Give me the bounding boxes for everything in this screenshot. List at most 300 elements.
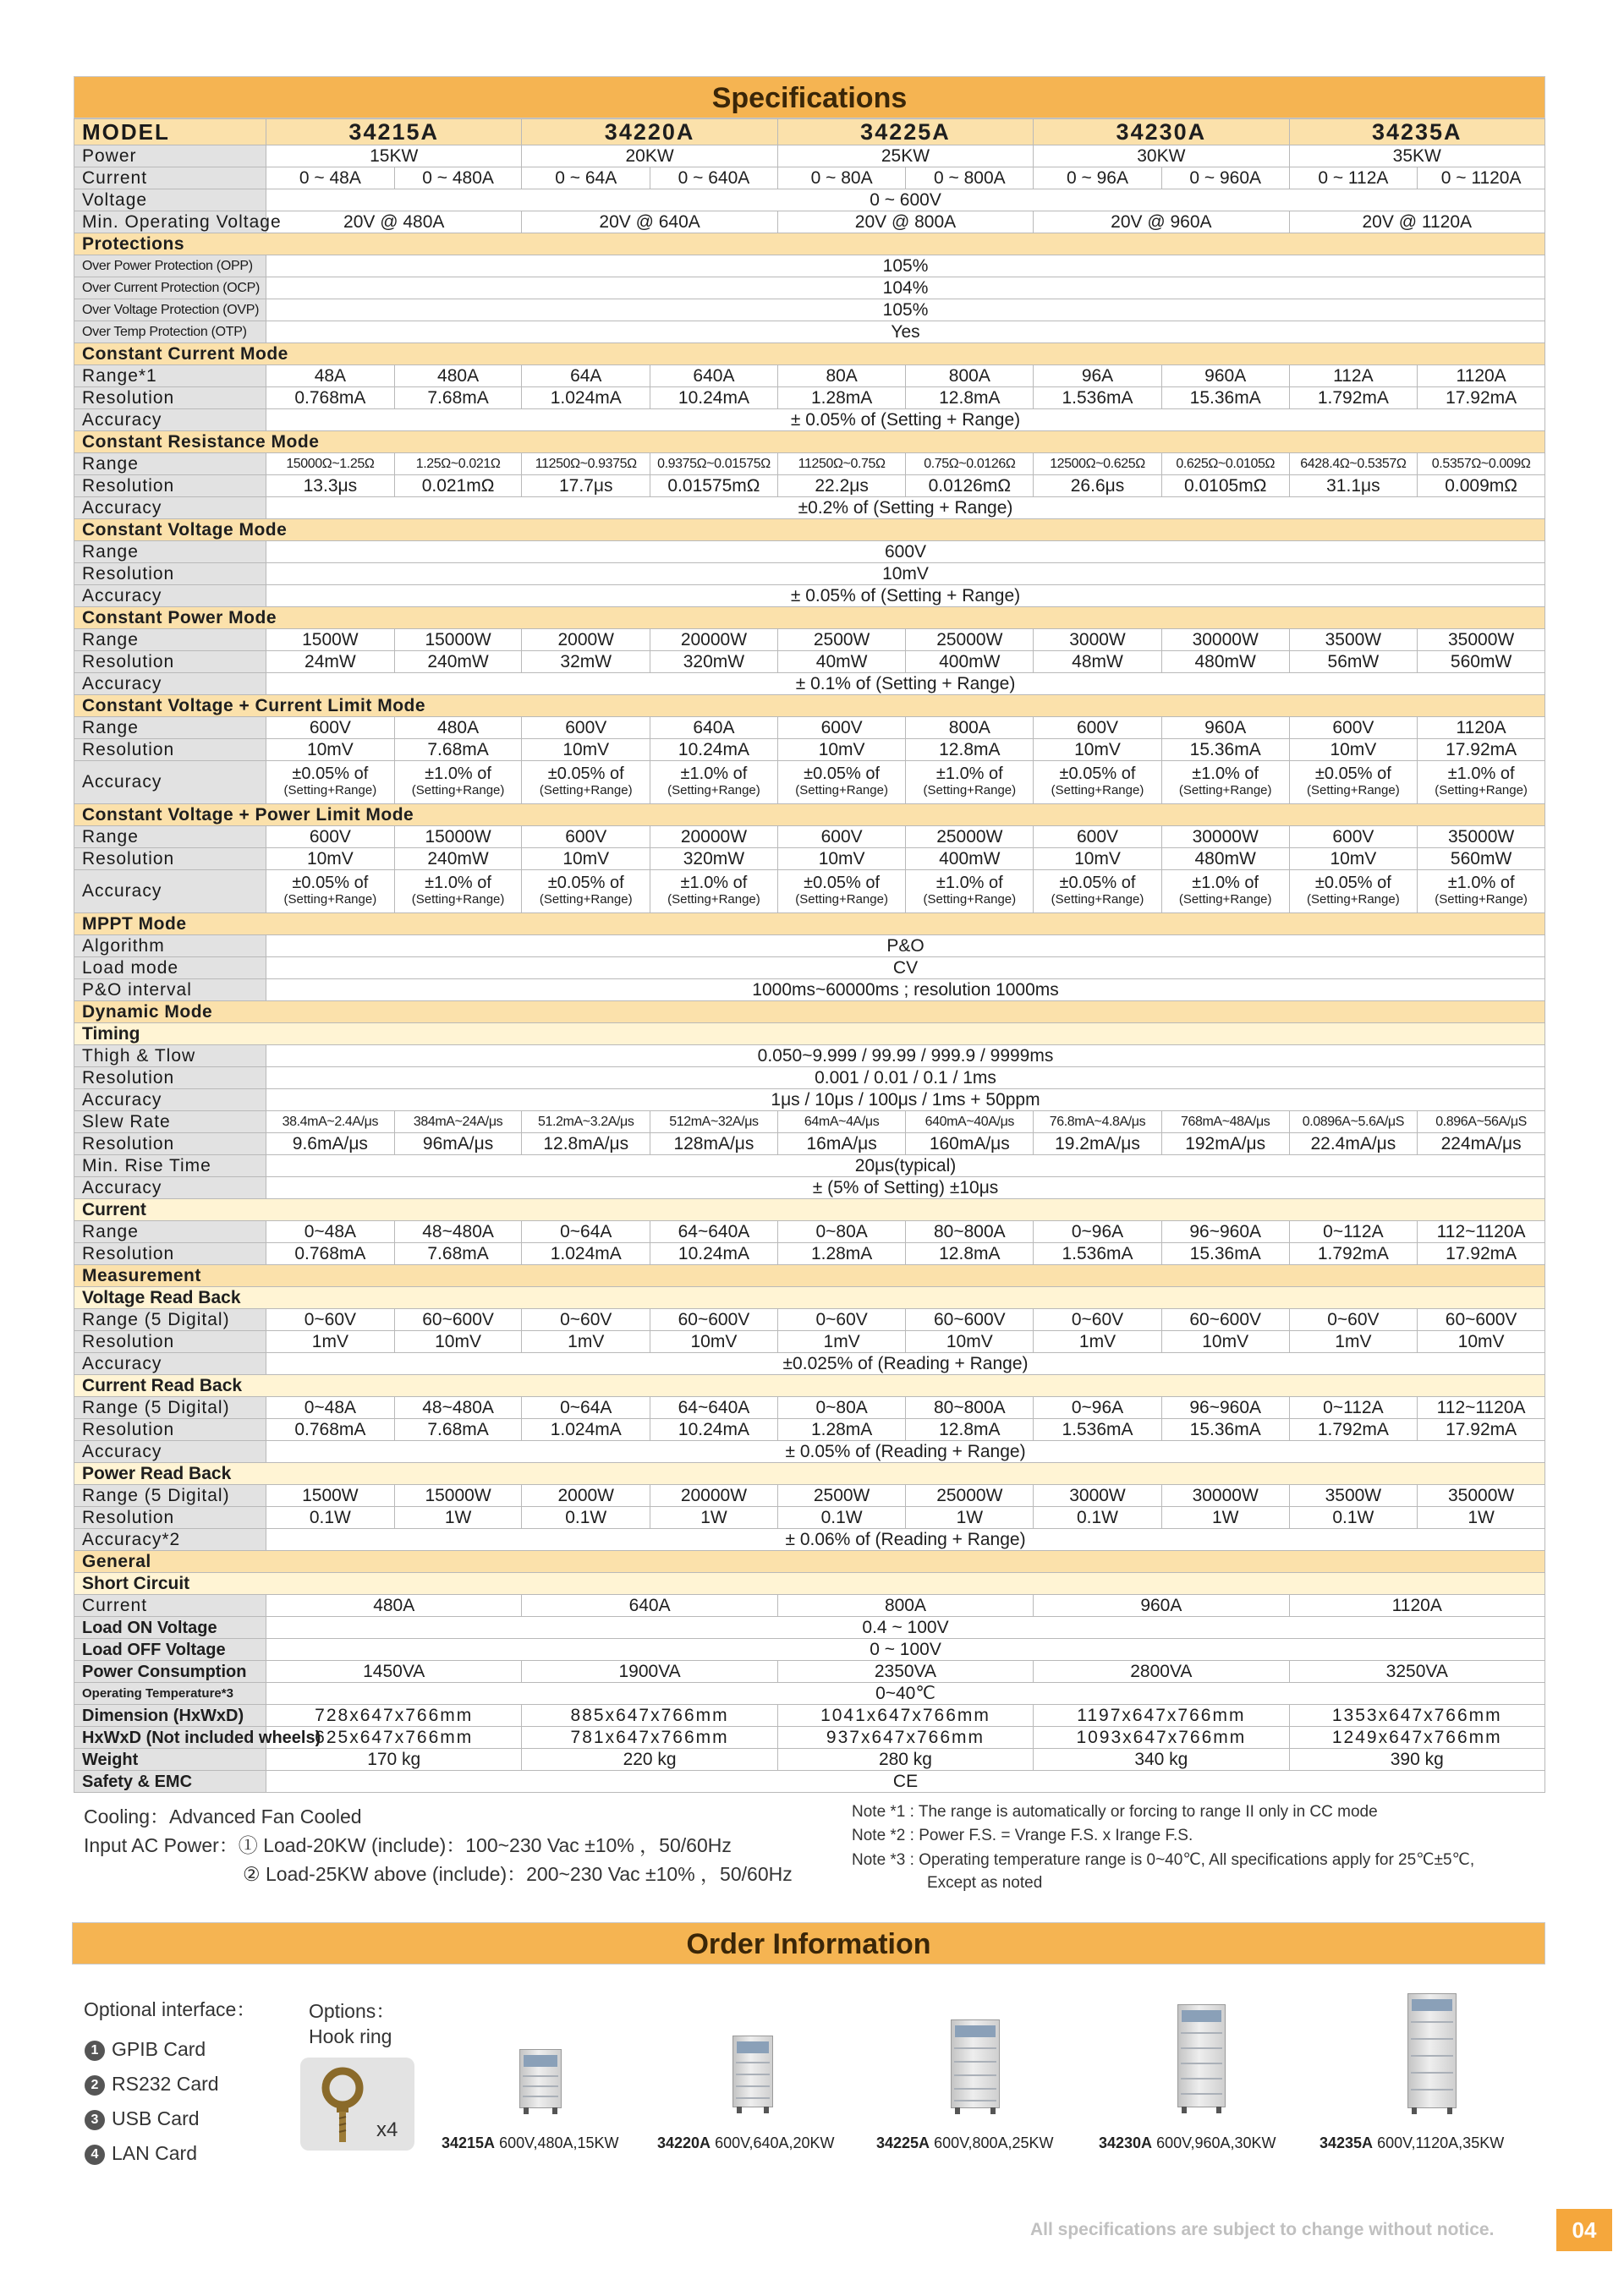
model-header-row: [74, 119, 1545, 145]
section-title: Power Read Back: [74, 1463, 1545, 1485]
spec-value-cell: 10mV: [777, 848, 906, 870]
spec-value-cell: 1120A: [1418, 717, 1545, 739]
spec-value-cell: 2500W: [777, 629, 906, 651]
spec-value-cell: 937x647x766mm: [777, 1727, 1033, 1749]
spec-row-accuracy-2: [74, 1529, 1545, 1551]
row-label: Accuracy: [74, 497, 266, 519]
spec-value-cell: 10.24mA: [650, 387, 778, 409]
spec-value-cell: 1.536mA: [1034, 1243, 1162, 1265]
spec-row-load-mode: [74, 957, 1545, 979]
accuracy-value: ±1.0% of: [425, 874, 491, 892]
notes-area: [74, 1783, 1545, 1901]
spec-value-cell: 768mA~48A/μs: [1161, 1111, 1289, 1133]
specifications-table: [74, 118, 1545, 1793]
spec-value-cell: 625x647x766mm: [266, 1727, 522, 1749]
spec-value-cell: 12.8mA: [906, 739, 1034, 761]
product-caption-34215a: [442, 2134, 619, 2152]
spec-value-cell: 48mW: [1034, 651, 1162, 673]
spec-value-cell: [522, 870, 650, 913]
spec-value-cell: P&O: [266, 935, 1545, 957]
section-title: Short Circuit: [74, 1573, 1545, 1595]
accuracy-basis: (Setting+Range): [1435, 892, 1528, 907]
model-name-cell: 34230A: [1034, 119, 1289, 145]
cooling-text: Cooling：Advanced Fan Cooled: [84, 1806, 362, 1827]
spec-row-voltage: [74, 189, 1545, 211]
spec-value-cell: 224mA/μs: [1418, 1133, 1545, 1155]
section-header-constant-resistance-mode: [74, 431, 1545, 453]
spec-value-cell: 0.050~9.999 / 99.99 / 999.9 / 9999ms: [266, 1045, 1545, 1067]
spec-value-cell: 10mV: [394, 1331, 522, 1353]
spec-value-cell: 1W: [1418, 1507, 1545, 1529]
spec-row-hxwxd-not-included-wheels: [74, 1727, 1545, 1749]
note-3: Note *3 : Operating temperature range is 0~40℃, All specifications apply for 25℃±5℃,: [852, 1851, 1475, 1869]
section-title: MPPT Mode: [74, 913, 1545, 935]
section-header-dynamic-mode: [74, 1001, 1545, 1023]
spec-value-cell: 0.001 / 0.01 / 0.1 / 1ms: [266, 1067, 1545, 1089]
accuracy-basis: (Setting+Range): [795, 892, 888, 907]
spec-value-cell: 640mA~40A/μs: [906, 1111, 1034, 1133]
model-name-cell: 34235A: [1289, 119, 1544, 145]
interface-card-label: RS232 Card: [112, 2073, 219, 2095]
spec-value-cell: ±0.025% of (Reading + Range): [266, 1353, 1545, 1375]
row-label: HxWxD (Not included wheels): [74, 1727, 266, 1749]
section-header-power-read-back: [74, 1463, 1545, 1485]
spec-value-cell: 1.25Ω~0.021Ω: [394, 453, 522, 475]
section-title: Constant Voltage + Power Limit Mode: [74, 804, 1545, 826]
spec-value-cell: 48~480A: [394, 1397, 522, 1419]
spec-value-cell: 60~600V: [1418, 1309, 1545, 1331]
spec-row-range: [74, 826, 1545, 848]
row-label: Range: [74, 453, 266, 475]
accuracy-value: ±0.05% of: [292, 764, 369, 783]
section-title: Current Read Back: [74, 1375, 1545, 1397]
row-label: Current: [74, 1595, 266, 1617]
section-header-current-read-back: [74, 1375, 1545, 1397]
spec-value-cell: 60~600V: [1161, 1309, 1289, 1331]
spec-value-cell: 0.75Ω~0.0126Ω: [906, 453, 1034, 475]
spec-value-cell: [1289, 761, 1418, 804]
spec-value-cell: 48A: [266, 365, 395, 387]
row-label: Resolution: [74, 1419, 266, 1441]
spec-value-cell: 1W: [394, 1507, 522, 1529]
spec-value-cell: 10.24mA: [650, 1243, 778, 1265]
spec-value-cell: 1.024mA: [522, 1243, 650, 1265]
spec-value-cell: 0.5357Ω~0.009Ω: [1418, 453, 1545, 475]
spec-value-cell: [1289, 870, 1418, 913]
spec-value-cell: [650, 761, 778, 804]
spec-value-cell: 340 kg: [1034, 1749, 1289, 1771]
spec-value-cell: 40mW: [777, 651, 906, 673]
spec-value-cell: 35000W: [1418, 629, 1545, 651]
spec-value-cell: 0 ~ 480A: [394, 167, 522, 189]
spec-row-power: [74, 145, 1545, 167]
spec-value-cell: 0~112A: [1289, 1221, 1418, 1243]
spec-value-cell: 12.8mA: [906, 1243, 1034, 1265]
spec-value-cell: 1mV: [266, 1331, 395, 1353]
spec-value-cell: 15000W: [394, 1485, 522, 1507]
spec-value-cell: 1W: [650, 1507, 778, 1529]
row-label: Power: [74, 145, 266, 167]
section-header-general: [74, 1551, 1545, 1573]
spec-value-cell: 10.24mA: [650, 739, 778, 761]
model-name-cell: 34225A: [777, 119, 1033, 145]
spec-value-cell: 11250Ω~0.75Ω: [777, 453, 906, 475]
note-3-cont: Except as noted: [927, 1874, 1043, 1892]
accuracy-value: ±1.0% of: [1192, 874, 1259, 892]
spec-value-cell: 17.7μs: [522, 475, 650, 497]
spec-value-cell: 0 ~ 64A: [522, 167, 650, 189]
spec-value-cell: 10.24mA: [650, 1419, 778, 1441]
row-label: Accuracy: [74, 673, 266, 695]
spec-value-cell: 32mW: [522, 651, 650, 673]
spec-row-resolution: [74, 1243, 1545, 1265]
spec-value-cell: 1450VA: [266, 1661, 522, 1683]
spec-value-cell: 220 kg: [522, 1749, 777, 1771]
accuracy-basis: (Setting+Range): [1307, 892, 1400, 907]
accuracy-basis: (Setting+Range): [283, 783, 377, 797]
spec-value-cell: 2500W: [777, 1485, 906, 1507]
accuracy-basis: (Setting+Range): [795, 783, 888, 797]
spec-value-cell: 10mV: [906, 1331, 1034, 1353]
spec-value-cell: 885x647x766mm: [522, 1705, 777, 1727]
spec-row-resolution: [74, 848, 1545, 870]
spec-value-cell: 22.2μs: [777, 475, 906, 497]
spec-row-range-1: [74, 365, 1545, 387]
accuracy-value: ±1.0% of: [1447, 764, 1515, 783]
spec-value-cell: 0.1W: [522, 1507, 650, 1529]
hook-ring-quantity: x4: [376, 2118, 398, 2141]
spec-row-load-on-voltage: [74, 1617, 1545, 1639]
spec-value-cell: [1161, 761, 1289, 804]
spec-value-cell: 105%: [266, 255, 1545, 277]
spec-value-cell: 16mA/μs: [777, 1133, 906, 1155]
spec-value-cell: 240mW: [394, 848, 522, 870]
spec-value-cell: [906, 761, 1034, 804]
spec-value-cell: 1W: [906, 1507, 1034, 1529]
spec-value-cell: [1418, 870, 1545, 913]
spec-row-accuracy: [74, 585, 1545, 607]
row-label: Range: [74, 717, 266, 739]
spec-value-cell: 30000W: [1161, 1485, 1289, 1507]
product-spec: 600V,640A,20KW: [715, 2134, 835, 2151]
spec-value-cell: 600V: [266, 541, 1545, 563]
section-title: Constant Voltage + Current Limit Mode: [74, 695, 1545, 717]
spec-value-cell: 15.36mA: [1161, 1419, 1289, 1441]
accuracy-value: ±0.05% of: [1314, 874, 1391, 892]
spec-value-cell: 600V: [1289, 826, 1418, 848]
spec-value-cell: 960A: [1034, 1595, 1289, 1617]
spec-value-cell: 0.021mΩ: [394, 475, 522, 497]
row-label: Weight: [74, 1749, 266, 1771]
spec-value-cell: 400mW: [906, 651, 1034, 673]
spec-row-load-off-voltage: [74, 1639, 1545, 1661]
accuracy-value: ±1.0% of: [1447, 874, 1515, 892]
interface-card-label: LAN Card: [112, 2142, 197, 2164]
spec-value-cell: [522, 761, 650, 804]
row-label: Accuracy: [74, 409, 266, 431]
spec-row-resolution: [74, 475, 1545, 497]
section-header-voltage-read-back: [74, 1287, 1545, 1309]
row-label: Load mode: [74, 957, 266, 979]
spec-value-cell: 1900VA: [522, 1661, 777, 1683]
row-label: Accuracy: [74, 1177, 266, 1199]
spec-value-cell: 104%: [266, 277, 1545, 299]
spec-value-cell: 0~80A: [777, 1221, 906, 1243]
spec-value-cell: 2000W: [522, 629, 650, 651]
spec-value-cell: [777, 761, 906, 804]
page-number: 04: [1556, 2209, 1612, 2251]
spec-value-cell: 600V: [522, 717, 650, 739]
product-image-34220a: [732, 2036, 773, 2107]
spec-value-cell: 3000W: [1034, 1485, 1162, 1507]
spec-row-weight: [74, 1749, 1545, 1771]
spec-value-cell: 15KW: [266, 145, 522, 167]
spec-value-cell: 560mW: [1418, 848, 1545, 870]
footer-disclaimer: All specifications are subject to change without notice.: [1030, 2220, 1495, 2239]
row-label: Range: [74, 1221, 266, 1243]
row-label: Operating Temperature*3: [74, 1683, 266, 1705]
spec-value-cell: 10mV: [1161, 1331, 1289, 1353]
row-label: P&O interval: [74, 979, 266, 1001]
spec-value-cell: 0~96A: [1034, 1397, 1162, 1419]
accuracy-value: ±0.05% of: [292, 874, 369, 892]
spec-value-cell: 600V: [1289, 717, 1418, 739]
accuracy-value: ±1.0% of: [935, 764, 1003, 783]
spec-value-cell: 280 kg: [777, 1749, 1033, 1771]
spec-value-cell: 12.8mA: [906, 387, 1034, 409]
spec-value-cell: 240mW: [394, 651, 522, 673]
spec-value-cell: 31.1μs: [1289, 475, 1418, 497]
spec-value-cell: 960A: [1161, 365, 1289, 387]
spec-value-cell: 2350VA: [777, 1661, 1033, 1683]
spec-value-cell: ± 0.06% of (Reading + Range): [266, 1529, 1545, 1551]
spec-value-cell: 0 ~ 600V: [266, 189, 1545, 211]
spec-value-cell: 1mV: [1289, 1331, 1418, 1353]
row-label: Over Temp Protection (OTP): [74, 321, 266, 343]
input-ac-power-2: ② Load-25KW above (include)：200~230 Vac ±10% ，50/60Hz: [243, 1863, 793, 1885]
spec-value-cell: 20000W: [650, 629, 778, 651]
row-label: Algorithm: [74, 935, 266, 957]
spec-value-cell: 400mW: [906, 848, 1034, 870]
section-header-protections: [74, 233, 1545, 255]
product-image-34230a: [1177, 2004, 1226, 2107]
spec-value-cell: 192mA/μs: [1161, 1133, 1289, 1155]
spec-value-cell: 0.9375Ω~0.01575Ω: [650, 453, 778, 475]
product-model: 34220A: [657, 2134, 711, 2151]
spec-value-cell: 0~48A: [266, 1397, 395, 1419]
spec-value-cell: 10mV: [266, 739, 395, 761]
product-image-34215a: [519, 2049, 562, 2108]
spec-value-cell: 0 ~ 1120A: [1418, 167, 1545, 189]
spec-value-cell: 3250VA: [1289, 1661, 1544, 1683]
spec-value-cell: 1.536mA: [1034, 1419, 1162, 1441]
row-label: Accuracy*2: [74, 1529, 266, 1551]
spec-row-resolution: [74, 1331, 1545, 1353]
spec-value-cell: 20V @ 640A: [522, 211, 777, 233]
spec-value-cell: 10mV: [522, 739, 650, 761]
spec-value-cell: 0~48A: [266, 1221, 395, 1243]
spec-value-cell: 64mA~4A/μs: [777, 1111, 906, 1133]
optional-interface-label: Optional interface：: [84, 1998, 256, 2020]
accuracy-basis: (Setting+Range): [1307, 783, 1400, 797]
row-label: Min. Rise Time: [74, 1155, 266, 1177]
accuracy-value: ±1.0% of: [425, 764, 491, 783]
spec-value-cell: 25000W: [906, 826, 1034, 848]
spec-value-cell: 20V @ 960A: [1034, 211, 1289, 233]
spec-row-accuracy: [74, 761, 1545, 804]
section-header-measurement: [74, 1265, 1545, 1287]
row-label: Load ON Voltage: [74, 1617, 266, 1639]
spec-value-cell: 600V: [777, 717, 906, 739]
spec-value-cell: 60~600V: [906, 1309, 1034, 1331]
spec-value-cell: 480A: [394, 365, 522, 387]
accuracy-value: ±1.0% of: [680, 764, 748, 783]
spec-value-cell: CE: [266, 1771, 1545, 1793]
section-title: Timing: [74, 1023, 1545, 1045]
spec-value-cell: 22.4mA/μs: [1289, 1133, 1418, 1155]
spec-value-cell: 112~1120A: [1418, 1397, 1545, 1419]
row-label: Load OFF Voltage: [74, 1639, 266, 1661]
spec-row-p-o-interval: [74, 979, 1545, 1001]
order-information-title: Order Information: [72, 1922, 1545, 1964]
spec-value-cell: 25000W: [906, 629, 1034, 651]
spec-value-cell: 11250Ω~0.9375Ω: [522, 453, 650, 475]
row-label: Resolution: [74, 848, 266, 870]
accuracy-basis: (Setting+Range): [1178, 783, 1272, 797]
spec-value-cell: 1.28mA: [777, 387, 906, 409]
row-label: Safety & EMC: [74, 1771, 266, 1793]
spec-row-accuracy: [74, 1353, 1545, 1375]
interface-card-rs232: [85, 2073, 219, 2096]
spec-value-cell: 96~960A: [1161, 1397, 1289, 1419]
spec-value-cell: 1041x647x766mm: [777, 1705, 1033, 1727]
spec-value-cell: 600V: [1034, 826, 1162, 848]
accuracy-value: ±0.05% of: [1314, 764, 1391, 783]
spec-value-cell: 600V: [266, 717, 395, 739]
spec-row-accuracy: [74, 1441, 1545, 1463]
spec-value-cell: 0.0126mΩ: [906, 475, 1034, 497]
spec-value-cell: 0~60V: [522, 1309, 650, 1331]
spec-value-cell: 3500W: [1289, 629, 1418, 651]
product-caption-34220a: [657, 2134, 835, 2152]
spec-value-cell: 1120A: [1418, 365, 1545, 387]
spec-value-cell: 1.024mA: [522, 387, 650, 409]
spec-value-cell: 60~600V: [650, 1309, 778, 1331]
spec-value-cell: 9.6mA/μs: [266, 1133, 395, 1155]
spec-value-cell: 1.024mA: [522, 1419, 650, 1441]
spec-value-cell: 6428.4Ω~0.5357Ω: [1289, 453, 1418, 475]
section-header-timing: [74, 1023, 1545, 1045]
spec-value-cell: 1000ms~60000ms ; resolution 1000ms: [266, 979, 1545, 1001]
spec-value-cell: 10mV: [650, 1331, 778, 1353]
spec-value-cell: 76.8mA~4.8A/μs: [1034, 1111, 1162, 1133]
accuracy-value: ±1.0% of: [680, 874, 748, 892]
spec-value-cell: 7.68mA: [394, 1243, 522, 1265]
section-title: Measurement: [74, 1265, 1545, 1287]
accuracy-basis: (Setting+Range): [411, 783, 505, 797]
section-title: Protections: [74, 233, 1545, 255]
accuracy-basis: (Setting+Range): [1051, 783, 1144, 797]
spec-value-cell: 1.28mA: [777, 1419, 906, 1441]
spec-value-cell: 1mV: [777, 1331, 906, 1353]
spec-row-accuracy: [74, 1177, 1545, 1199]
interface-card-gpib: [85, 2038, 206, 2061]
section-title: Constant Current Mode: [74, 343, 1545, 365]
row-label: Voltage: [74, 189, 266, 211]
spec-value-cell: 0.01575mΩ: [650, 475, 778, 497]
section-title: Constant Resistance Mode: [74, 431, 1545, 453]
section-title: Constant Voltage Mode: [74, 519, 1545, 541]
spec-value-cell: [266, 761, 395, 804]
accuracy-basis: (Setting+Range): [411, 892, 505, 907]
spec-value-cell: 20V @ 800A: [777, 211, 1033, 233]
row-label: Resolution: [74, 475, 266, 497]
spec-value-cell: 600V: [777, 826, 906, 848]
spec-value-cell: 7.68mA: [394, 739, 522, 761]
spec-value-cell: 0.1W: [266, 1507, 395, 1529]
spec-value-cell: 600V: [522, 826, 650, 848]
spec-value-cell: 1.792mA: [1289, 1419, 1418, 1441]
row-label: Range (5 Digital): [74, 1485, 266, 1507]
spec-value-cell: 10mV: [1034, 848, 1162, 870]
row-label: Dimension (HxWxD): [74, 1705, 266, 1727]
spec-row-range: [74, 1221, 1545, 1243]
spec-value-cell: 800A: [906, 717, 1034, 739]
spec-row-resolution: [74, 563, 1545, 585]
spec-value-cell: 48~480A: [394, 1221, 522, 1243]
spec-value-cell: 0~60V: [777, 1309, 906, 1331]
number-badge-icon: 2: [85, 2075, 105, 2096]
row-label: Range (5 Digital): [74, 1397, 266, 1419]
accuracy-basis: (Setting+Range): [1178, 892, 1272, 907]
spec-value-cell: 17.92mA: [1418, 387, 1545, 409]
row-label: Resolution: [74, 1067, 266, 1089]
spec-value-cell: 512mA~32A/μs: [650, 1111, 778, 1133]
model-name-cell: 34220A: [522, 119, 777, 145]
spec-value-cell: 320mW: [650, 651, 778, 673]
row-label: Resolution: [74, 387, 266, 409]
spec-value-cell: 26.6μs: [1034, 475, 1162, 497]
specifications-section: [74, 76, 1545, 1793]
spec-row-accuracy: [74, 673, 1545, 695]
section-title: Current: [74, 1199, 1545, 1221]
row-label: Accuracy: [74, 1089, 266, 1111]
spec-row-range: [74, 629, 1545, 651]
product-spec: 600V,800A,25KW: [934, 2134, 1054, 2151]
spec-value-cell: 20000W: [650, 1485, 778, 1507]
spec-value-cell: 781x647x766mm: [522, 1727, 777, 1749]
row-label: Accuracy: [74, 1441, 266, 1463]
product-model: 34215A: [442, 2134, 496, 2151]
spec-value-cell: 56mW: [1289, 651, 1418, 673]
row-label: Range: [74, 629, 266, 651]
row-label: Resolution: [74, 651, 266, 673]
spec-value-cell: 0 ~ 960A: [1161, 167, 1289, 189]
row-label: Over Voltage Protection (OVP): [74, 299, 266, 321]
spec-value-cell: 17.92mA: [1418, 739, 1545, 761]
spec-value-cell: 0.625Ω~0.0105Ω: [1161, 453, 1289, 475]
spec-value-cell: 1mV: [522, 1331, 650, 1353]
product-caption-34230a: [1099, 2134, 1276, 2152]
product-spec: 600V,480A,15KW: [499, 2134, 619, 2151]
spec-value-cell: 1353x647x766mm: [1289, 1705, 1544, 1727]
spec-value-cell: 10mV: [1289, 848, 1418, 870]
spec-value-cell: 2800VA: [1034, 1661, 1289, 1683]
spec-value-cell: 1mV: [1034, 1331, 1162, 1353]
spec-value-cell: 480A: [394, 717, 522, 739]
product-spec: 600V,960A,30KW: [1156, 2134, 1276, 2151]
spec-value-cell: [394, 761, 522, 804]
